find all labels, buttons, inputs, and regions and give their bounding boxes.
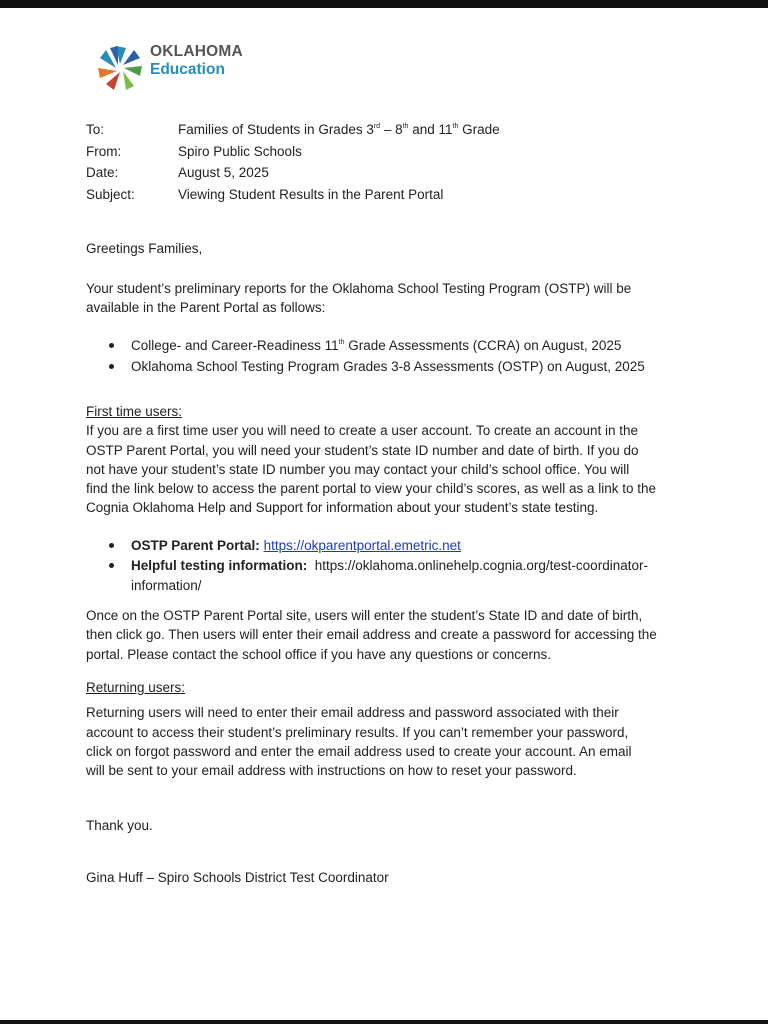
first-time-users-heading: First time users: [86,404,183,419]
assessment-list [86,336,686,377]
logo-line-oklahoma: OKLAHOMA [150,43,243,60]
memo-header [86,119,686,205]
oklahoma-education-logo [92,38,262,102]
help-url: https://oklahoma.onlinehelp.cognia.org/test-coordinator- [314,558,648,574]
memo-to-value: Families of Students in Grades 3rd – 8th and 11th Grade [178,122,500,138]
memo-subject-value: Viewing Student Results in the Parent Portal [178,186,444,202]
list-item [86,556,686,595]
memo-from-label: From: [86,143,122,159]
memo-to-row [86,119,686,141]
list-item [86,536,686,555]
memo-to-label: To: [86,122,105,138]
memo-subject-row [86,184,686,206]
portal-label: OSTP Parent Portal: [131,538,260,553]
memo-date-row [86,162,686,184]
help-label: Helpful testing information: [131,558,308,574]
links-list [86,536,686,595]
memo-from-row [86,141,686,163]
thank-you: Thank you. [86,818,153,833]
greeting: Greetings Families, [86,241,203,256]
returning-users-heading: Returning users: [86,680,186,695]
once-on-paragraph: Once on the OSTP Parent Portal site, users will enter the student’s State ID and date of birth, then click go. Then users will enter their email address and create a password for accessing the portal. Please contact the school office if you have any questions or concerns. [86,608,657,662]
state-star-icon [92,38,148,98]
list-item: College- and Career-Readiness 11th Grade Assessments (CCRA) on August, 2025 [86,336,686,355]
returning-users-section: Returning users: Returning users will need to enter their email address and password associated with their account to access their student’s preliminary results. If you can’t remember your password, click on forgot password and enter the email address used to create your account. An email will be sent to your email address with instructions on how to reset your password. [86,678,686,780]
memo-from-value: Spiro Public Schools [178,143,302,159]
intro-paragraph: Your student’s preliminary reports for the Oklahoma School Testing Program (OSTP) will be available in the Parent Portal as follows: [86,281,632,316]
list-item: Oklahoma School Testing Program Grades 3-8 Assessments (OSTP) on August, 2025 [86,357,686,376]
signature: Gina Huff – Spiro Schools District Test Coordinator [86,870,389,885]
memo-date-label: Date: [86,165,119,181]
memo-date-value: August 5, 2025 [178,165,269,181]
logo-line-education: Education [150,60,225,78]
first-time-users-section: First time users: If you are a first time user you will need to create a user account. To create an account in the OSTP Parent Portal, you will need your student’s state ID number and date of birth. If you do not have your student’s state ID number you may contact your child’s school office. You will find the link below to access the parent portal to view your child’s scores, as well as a link to the Cognia Oklahoma Help and Support for information about your student’s state testing. [86,402,686,518]
letter-page [0,8,768,1020]
memo-subject-label: Subject: [86,186,135,202]
help-url-cont: information/ [131,577,202,593]
portal-link[interactable]: https://okparentportal.emetric.net [263,538,461,553]
bottom-border [0,1020,768,1024]
